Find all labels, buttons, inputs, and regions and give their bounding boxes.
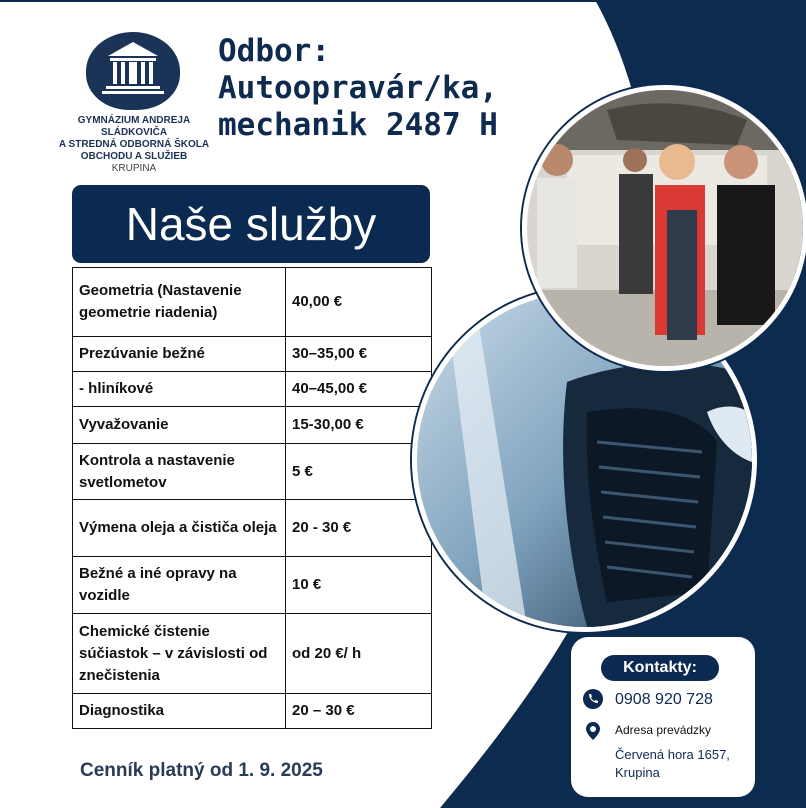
school-town: KRUPINA bbox=[111, 163, 157, 174]
service-cell: - hliníkové bbox=[73, 372, 286, 407]
title-line: Autoopravár/ka, bbox=[218, 70, 498, 106]
table-row bbox=[73, 268, 432, 337]
school-name-line: GYMNÁZIUM ANDREJA SLÁDKOVIČA bbox=[77, 115, 191, 138]
price-list-validity: Cenník platný od 1. 9. 2025 bbox=[80, 760, 323, 781]
table-row bbox=[73, 372, 432, 407]
contacts-title: Kontakty: bbox=[601, 655, 719, 681]
school-logo bbox=[86, 32, 180, 110]
title-line: Odbor: bbox=[218, 33, 330, 69]
table-row bbox=[73, 557, 432, 614]
contacts-card bbox=[570, 636, 756, 798]
table-row bbox=[73, 337, 432, 372]
table-row bbox=[73, 444, 432, 500]
price-cell: 40–45,00 € bbox=[286, 372, 432, 407]
service-cell: Geometria (Nastavenie geometrie riadenia) bbox=[73, 268, 286, 337]
title-line: mechanik 2487 H bbox=[218, 107, 498, 143]
address-label: Adresa prevádzky bbox=[615, 723, 712, 737]
price-cell: 30–35,00 € bbox=[286, 337, 432, 372]
price-cell: 20 – 30 € bbox=[286, 694, 432, 729]
page-title bbox=[218, 33, 498, 144]
school-name-line: A STREDNÁ ODBORNÁ ŠKOLA bbox=[58, 139, 210, 150]
price-cell: 40,00 € bbox=[286, 268, 432, 337]
phone-number[interactable]: 0908 920 728 bbox=[615, 691, 713, 708]
service-cell: Bežné a iné opravy na vozidle bbox=[73, 557, 286, 614]
price-cell: od 20 €/ h bbox=[286, 614, 432, 694]
table-row bbox=[73, 407, 432, 444]
school-name-line: OBCHODU A SLUŽIEB bbox=[80, 151, 188, 162]
table-row bbox=[73, 694, 432, 729]
location-pin-icon bbox=[583, 721, 603, 741]
price-cell: 15-30,00 € bbox=[286, 407, 432, 444]
address-line: Červená hora 1657, bbox=[615, 747, 730, 762]
service-cell: Chemické čistenie súčiastok – v závislosti od znečistenia bbox=[73, 614, 286, 694]
phone-icon bbox=[583, 689, 603, 709]
table-row bbox=[73, 614, 432, 694]
school-name bbox=[44, 115, 224, 175]
price-table bbox=[72, 267, 432, 729]
services-heading: Naše služby bbox=[125, 198, 377, 250]
price-cell: 10 € bbox=[286, 557, 432, 614]
service-cell: Prezúvanie bežné bbox=[73, 337, 286, 372]
school-building-icon bbox=[86, 32, 180, 110]
mechanics-photo bbox=[522, 85, 806, 371]
price-cell: 5 € bbox=[286, 444, 432, 500]
services-banner bbox=[72, 185, 430, 263]
service-cell: Výmena oleja a čističa oleja bbox=[73, 500, 286, 557]
price-cell: 20 - 30 € bbox=[286, 500, 432, 557]
address-line: Krupina bbox=[615, 765, 660, 780]
service-cell: Diagnostika bbox=[73, 694, 286, 729]
table-row bbox=[73, 500, 432, 557]
service-cell: Vyvažovanie bbox=[73, 407, 286, 444]
service-cell: Kontrola a nastavenie svetlometov bbox=[73, 444, 286, 500]
